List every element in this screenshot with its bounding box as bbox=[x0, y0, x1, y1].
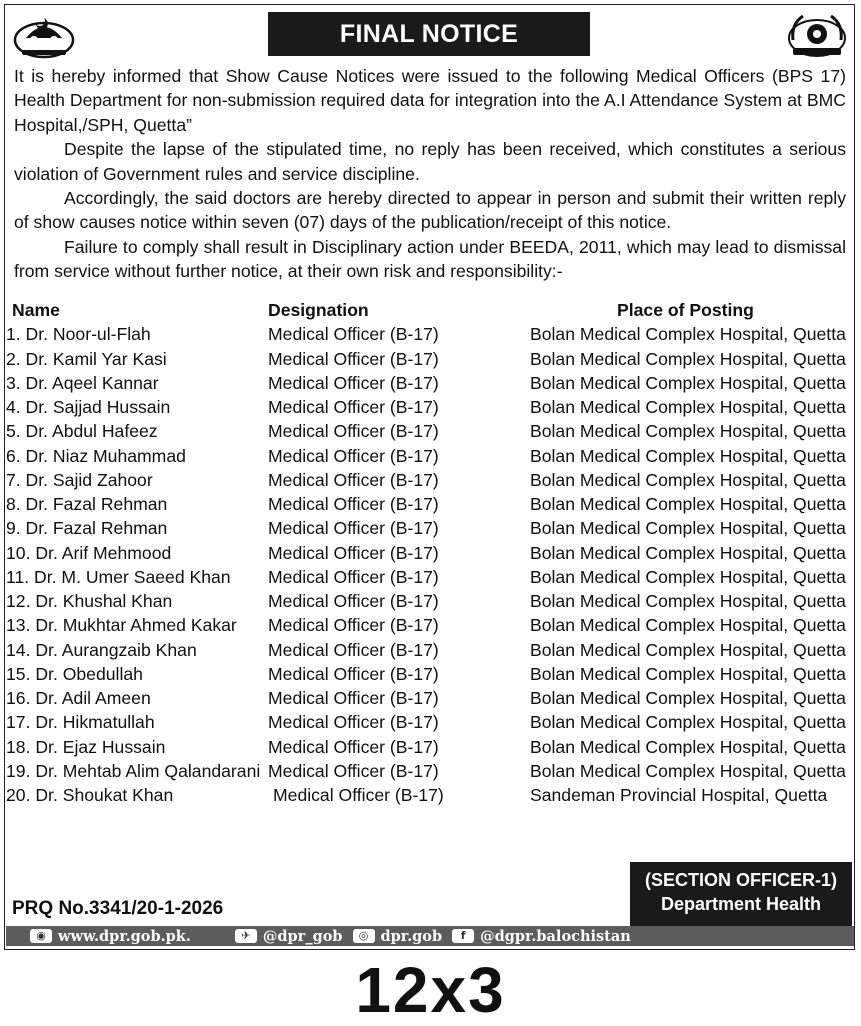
row-designation: Medical Officer (B-17) bbox=[268, 445, 439, 466]
footer-facebook[interactable] bbox=[452, 928, 631, 945]
row-name: 8. Dr. Fazal Rehman bbox=[6, 494, 168, 514]
row-name: 6. Dr. Niaz Muhammad bbox=[6, 445, 186, 466]
row-designation: Medical Officer (B-17) bbox=[268, 372, 439, 393]
table-row bbox=[6, 735, 854, 759]
row-name: 2. Dr. Kamil Yar Kasi bbox=[6, 348, 167, 369]
row-designation: Medical Officer (B-17) bbox=[268, 688, 439, 708]
instagram-icon: ◎ bbox=[353, 929, 375, 943]
health-department-emblem-icon bbox=[785, 10, 849, 60]
row-name: 12. Dr. Khushal Khan bbox=[6, 591, 173, 611]
notice-body bbox=[14, 64, 846, 284]
ad-size-label: 12x3 bbox=[355, 954, 506, 1026]
facebook-icon: f bbox=[452, 929, 474, 943]
row-designation: Medical Officer (B-17) bbox=[268, 760, 439, 781]
row-name: 16. Dr. Adil Ameen bbox=[6, 688, 151, 708]
row-name: 13. Dr. Mukhtar Ahmed Kakar bbox=[6, 615, 237, 636]
footer-website[interactable] bbox=[30, 928, 191, 945]
row-place: Bolan Medical Complex Hospital, Quetta bbox=[530, 760, 846, 781]
row-place: Bolan Medical Complex Hospital, Quetta bbox=[530, 615, 846, 636]
row-place: Bolan Medical Complex Hospital, Quetta bbox=[530, 445, 846, 466]
row-designation: Medical Officer (B-17) bbox=[268, 324, 439, 345]
table-row bbox=[6, 444, 854, 468]
header-name: Name bbox=[12, 300, 60, 320]
table-row bbox=[6, 347, 854, 371]
table-row bbox=[6, 759, 854, 783]
row-place: Bolan Medical Complex Hospital, Quetta bbox=[530, 421, 846, 442]
row-place: Bolan Medical Complex Hospital, Quetta bbox=[530, 397, 846, 417]
row-name: 10. Dr. Arif Mehmood bbox=[6, 542, 172, 563]
balochistan-emblem-icon bbox=[12, 10, 76, 60]
paragraph-3: Accordingly, the said doctors are hereby directed to appear in person and submit their written reply of show causes notice within seven (07) days of the publication/receipt of this notice. bbox=[14, 188, 846, 233]
row-name: 18. Dr. Ejaz Hussain bbox=[6, 736, 166, 757]
row-name: 9. Dr. Fazal Rehman bbox=[6, 518, 168, 539]
header-designation: Designation bbox=[268, 300, 369, 320]
row-place: Bolan Medical Complex Hospital, Quetta bbox=[530, 639, 846, 660]
page-title: FINAL NOTICE bbox=[268, 12, 590, 56]
row-place: Bolan Medical Complex Hospital, Quetta bbox=[530, 663, 846, 684]
signatory-title: (SECTION OFFICER-1) bbox=[645, 870, 837, 890]
row-place: Bolan Medical Complex Hospital, Quetta bbox=[530, 324, 846, 345]
row-name: 15. Dr. Obedullah bbox=[6, 663, 143, 684]
row-designation: Medical Officer (B-17) bbox=[268, 591, 439, 611]
row-name: 19. Dr. Mehtab Alim Qalandarani bbox=[6, 760, 261, 781]
table-row bbox=[6, 419, 854, 443]
row-designation: Medical Officer (B-17) bbox=[268, 615, 439, 636]
table-row bbox=[6, 468, 854, 492]
footer-bar bbox=[6, 926, 854, 946]
signatory-department: Department Health bbox=[660, 894, 822, 914]
row-place: Sandeman Provincial Hospital, Quetta bbox=[530, 785, 828, 805]
row-designation: Medical Officer (B-17) bbox=[268, 518, 439, 539]
table-row bbox=[6, 589, 854, 613]
table-row bbox=[6, 710, 854, 734]
table-row bbox=[6, 613, 854, 637]
table-row bbox=[6, 662, 854, 686]
table-row bbox=[6, 516, 854, 540]
table-row bbox=[6, 395, 854, 419]
footer-twitter-text: @dpr_gob bbox=[262, 927, 343, 945]
row-name: 17. Dr. Hikmatullah bbox=[6, 712, 155, 733]
row-designation: Medical Officer (B-17) bbox=[268, 566, 439, 587]
row-place: Bolan Medical Complex Hospital, Quetta bbox=[530, 469, 846, 490]
table-row bbox=[6, 638, 854, 662]
row-designation: Medical Officer (B-17) bbox=[273, 785, 444, 805]
prq-number: PRQ No.3341/20-1-2026 bbox=[12, 898, 224, 919]
footer-facebook-text: @dgpr.balochistan bbox=[480, 927, 631, 945]
row-name: 4. Dr. Sajjad Hussain bbox=[6, 397, 171, 417]
table-row bbox=[6, 371, 854, 395]
row-name: 3. Dr. Aqeel Kannar bbox=[6, 372, 159, 393]
officers-table bbox=[6, 298, 854, 807]
row-designation: Medical Officer (B-17) bbox=[268, 421, 439, 442]
row-place: Bolan Medical Complex Hospital, Quetta bbox=[530, 372, 846, 393]
row-name: 20. Dr. Shoukat Khan bbox=[6, 785, 174, 805]
table-row bbox=[6, 565, 854, 589]
footer-twitter[interactable] bbox=[235, 928, 343, 945]
row-name: 1. Dr. Noor-ul-Flah bbox=[6, 324, 151, 345]
header-place: Place of Posting bbox=[617, 300, 754, 320]
row-place: Bolan Medical Complex Hospital, Quetta bbox=[530, 348, 846, 369]
row-place: Bolan Medical Complex Hospital, Quetta bbox=[530, 712, 846, 733]
table-row bbox=[6, 686, 854, 710]
row-place: Bolan Medical Complex Hospital, Quetta bbox=[530, 591, 846, 611]
row-name: 11. Dr. M. Umer Saeed Khan bbox=[6, 566, 231, 587]
row-place: Bolan Medical Complex Hospital, Quetta bbox=[530, 736, 846, 757]
row-designation: Medical Officer (B-17) bbox=[268, 494, 439, 514]
table-header bbox=[6, 298, 854, 322]
row-place: Bolan Medical Complex Hospital, Quetta bbox=[530, 494, 846, 514]
twitter-icon: ✈ bbox=[235, 929, 257, 943]
footer-instagram-text: dpr.gob bbox=[380, 927, 443, 945]
signatory-box bbox=[630, 862, 852, 926]
row-place: Bolan Medical Complex Hospital, Quetta bbox=[530, 542, 846, 563]
row-place: Bolan Medical Complex Hospital, Quetta bbox=[530, 518, 846, 539]
paragraph-2: Despite the lapse of the stipulated time, no reply has been received, which constitutes a serious violation of Government rules and service discipline. bbox=[14, 139, 846, 184]
table-row bbox=[6, 541, 854, 565]
row-name: 14. Dr. Aurangzaib Khan bbox=[6, 639, 197, 660]
row-designation: Medical Officer (B-17) bbox=[268, 663, 439, 684]
table-row bbox=[6, 492, 854, 516]
row-place: Bolan Medical Complex Hospital, Quetta bbox=[530, 688, 846, 708]
footer-instagram[interactable] bbox=[353, 928, 443, 945]
row-designation: Medical Officer (B-17) bbox=[268, 712, 439, 733]
row-name: 5. Dr. Abdul Hafeez bbox=[6, 421, 158, 442]
row-designation: Medical Officer (B-17) bbox=[268, 542, 439, 563]
row-name: 7. Dr. Sajid Zahoor bbox=[6, 469, 153, 490]
row-designation: Medical Officer (B-17) bbox=[268, 397, 439, 417]
footer-website-text: www.dpr.gob.pk. bbox=[58, 927, 191, 945]
table-row bbox=[6, 783, 854, 807]
row-designation: Medical Officer (B-17) bbox=[268, 639, 439, 660]
table-row bbox=[6, 322, 854, 346]
row-designation: Medical Officer (B-17) bbox=[268, 736, 439, 757]
row-designation: Medical Officer (B-17) bbox=[268, 348, 439, 369]
row-place: Bolan Medical Complex Hospital, Quetta bbox=[530, 566, 846, 587]
row-designation: Medical Officer (B-17) bbox=[268, 469, 439, 490]
paragraph-1: It is hereby informed that Show Cause Notices were issued to the following Medical Officers (BPS 17) Health Department for non-submission required data for integration into the A.I Attendance System at BMC Hospital,/SPH, Quetta” bbox=[14, 66, 846, 135]
globe-icon: ◉ bbox=[30, 929, 52, 943]
paragraph-4: Failure to comply shall result in Disciplinary action under BEEDA, 2011, which may lead to dismissal from service without further notice, at their own risk and responsibility:- bbox=[14, 236, 846, 282]
